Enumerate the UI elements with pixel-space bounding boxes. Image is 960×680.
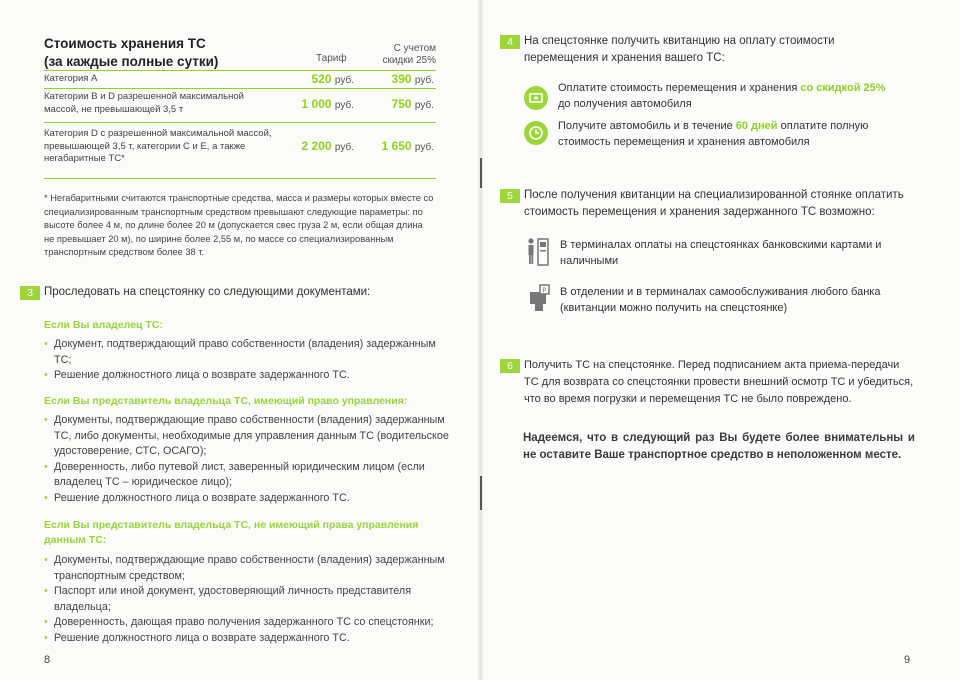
- page-number-left: 8: [44, 654, 51, 666]
- step-3-badge: 3: [20, 286, 40, 300]
- step-5-text: После получения квитанции на специализированной стоянке оплатить стоимость перемещения и хранения задержанного ТС возможно:: [524, 189, 904, 218]
- list-item: • Документы, подтверждающие право собственности (владения) задержанным транспортным средством;: [44, 553, 454, 584]
- step-6-text: Получить ТС на спецстоянке. Перед подписанием акта приема-передачи ТС для возврата со спецстоянки провести внешний осмотр ТС и убедиться, что во время погрузки и перемещения ТС не было повреждено.: [524, 359, 914, 405]
- tariff-table: [44, 70, 436, 178]
- oversize-footnote: * Негабаритными считаются транспортные средства, масса и размеры которых вместе со специализированным транспортным средством превышают следующие параметры: по высоте более 4 м, по длине более 20 м (допускается свес груза 2 м, если общая длина не превышает 20 м), по ширине более 2,55 м, по массе со специализированным транспортным средством более 38 т.: [44, 193, 434, 258]
- table-row: [44, 70, 436, 88]
- representative-with-rights-list: [44, 413, 454, 507]
- bank-payment-text: В отделении и в терминалах самообслуживания любого банка (квитанции можно получить на спецстоянке): [560, 286, 881, 314]
- row-discount: 750 руб.: [391, 97, 434, 111]
- table-row: [44, 122, 436, 178]
- list-item: • Доверенность, либо путевой лист, заверенный юридическим лицом (если владелец ТС – юридическое лицо);: [44, 460, 454, 491]
- table-bottom-rule: [44, 178, 436, 179]
- cash-icon: [524, 86, 548, 110]
- discount-header-line1: С учетом: [393, 43, 436, 54]
- row-label: Категории B и D разрешенной максимальной массой, не превышающей 3,5 т: [44, 91, 244, 115]
- clock-icon: [524, 121, 548, 145]
- table-title-line1: Стоимость хранения ТС: [44, 36, 206, 51]
- representative-without-rights-heading: Если Вы представитель владельца ТС, не имеющий права управления данным ТС:: [44, 519, 419, 546]
- payment-terminal-icon: [526, 237, 552, 272]
- svg-text:Р: Р: [542, 286, 547, 295]
- pay-within-60-days-text: Получите автомобиль и в течение 60 дней оплатите полную стоимость перемещения и хранения автомобиля: [558, 120, 869, 148]
- row-label: Категория А: [44, 73, 98, 84]
- step-4-text: На спецстоянке получить квитанцию на оплату стоимости перемещения и хранения вашего ТС:: [524, 35, 835, 64]
- bank-terminal-icon: [528, 283, 552, 318]
- list-item: • Решение должностного лица о возврате задержанного ТС.: [44, 491, 454, 507]
- table-row: [44, 88, 436, 122]
- list-item: • Доверенность, дающая право получения задержанного ТС со спецстоянки;: [44, 615, 454, 631]
- row-discount: 390 руб.: [391, 72, 434, 86]
- terminal-payment-text: В терминалах оплаты на спецстоянках банковскими картами и наличными: [560, 239, 882, 267]
- staple-mark: [480, 476, 482, 510]
- step-5-badge: 5: [500, 189, 520, 203]
- row-tariff: 1 000 руб.: [301, 97, 354, 111]
- step-4-badge: 4: [500, 35, 520, 49]
- row-tariff: 2 200 руб.: [301, 139, 354, 153]
- representative-with-rights-heading: Если Вы представитель владельца ТС, имеющий право управления:: [44, 395, 408, 407]
- list-item: • Документ, подтверждающий право собственности (владения) задержанным ТС;: [44, 337, 454, 368]
- row-tariff: 520 руб.: [311, 72, 354, 86]
- tariff-column-header: Тариф: [316, 53, 347, 64]
- table-title-line2: (за каждые полные сутки): [44, 54, 219, 69]
- list-item: • Решение должностного лица о возврате задержанного ТС.: [44, 631, 454, 647]
- staple-mark: [480, 158, 482, 188]
- tariff-table-header: [44, 35, 436, 71]
- representative-without-rights-list: [44, 553, 454, 647]
- row-discount: 1 650 руб.: [381, 139, 434, 153]
- step-3-text: Проследовать на спецстоянку со следующими документами:: [44, 286, 371, 298]
- page-spine: [478, 0, 483, 680]
- pay-with-discount-text: Оплатите стоимость перемещения и хранения со скидкой 25% до получения автомобиля: [558, 82, 886, 110]
- right-page: [480, 0, 960, 680]
- row-label: Категория D с разрешенной максимальной массой, превышающей 3,5 т, категории C и Е, а также негабаритные ТС*: [44, 128, 272, 164]
- discount-column-header: [382, 43, 436, 67]
- owner-documents-list: [44, 337, 454, 384]
- closing-message: Надеемся, что в следующий раз Вы будете более внимательны и не оставите Ваше транспортное средство в неположенном месте.: [523, 432, 915, 461]
- list-item: • Паспорт или иной документ, удостоверяющий личность представителя владельца;: [44, 584, 454, 615]
- step-6-badge: 6: [500, 359, 520, 373]
- page-number-right: 9: [904, 654, 911, 666]
- discount-header-line2: скидки 25%: [382, 55, 436, 66]
- owner-heading: Если Вы владелец ТС:: [44, 319, 163, 331]
- list-item: • Решение должностного лица о возврате задержанного ТС.: [44, 368, 454, 384]
- list-item: • Документы, подтверждающие право собственности (владения) задержанным ТС, либо документы, необходимые для управления данным ТС (водительское удостоверение, СТС, ОСАГО);: [44, 413, 454, 460]
